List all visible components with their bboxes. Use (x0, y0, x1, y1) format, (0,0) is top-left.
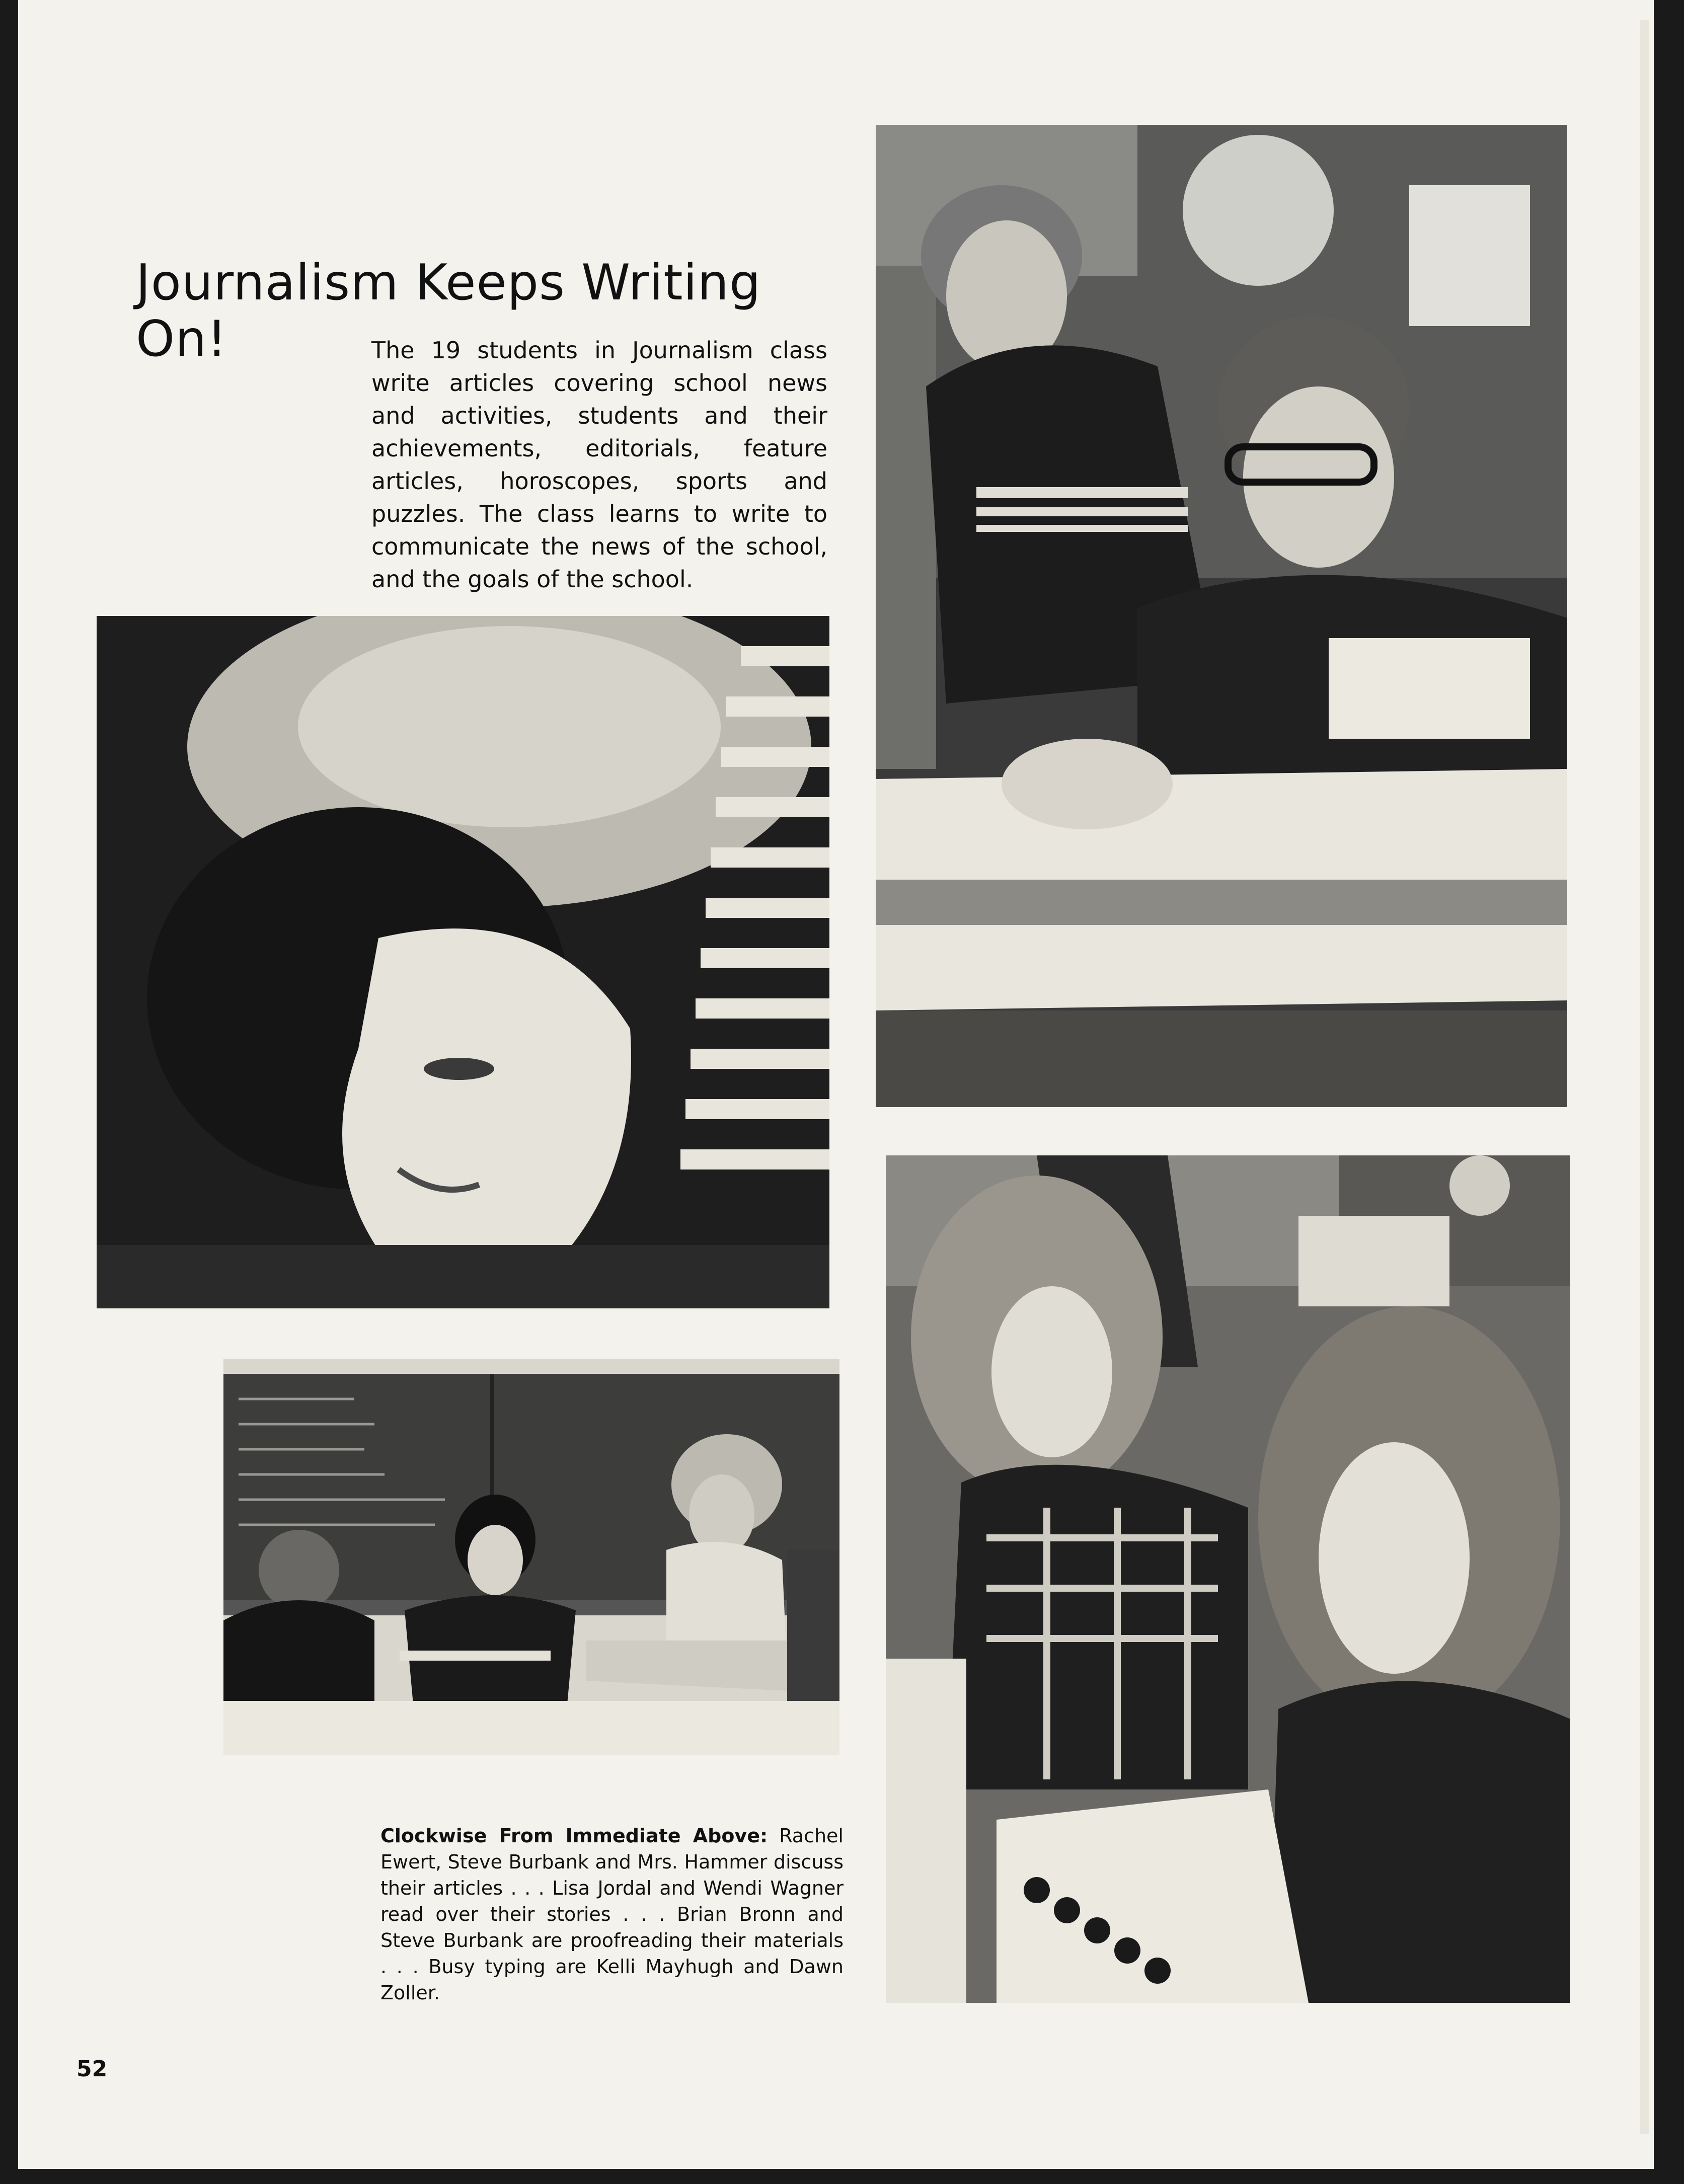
photo-classroom-discussion-image (223, 1359, 839, 1755)
photo-students-typing (886, 1155, 1570, 2003)
photo-proofreading-image (876, 125, 1567, 1107)
caption-body: Rachel Ewert, Steve Burbank and Mrs. Hammer discuss their articles . . . Lisa Jordal and Wendi Wagner read over their stories . . . Brian Bronn and Steve Burbank are proofreading their materials . . . Busy typing are Kelli Mayhugh and Dawn Zoller. (380, 1825, 844, 2004)
photo-student-reading-image (97, 616, 829, 1308)
photo-caption (380, 1823, 844, 2006)
article-intro: The 19 students in Journalism class write articles covering school news and activities, students and their achievements, editorials, feature articles, horoscopes, sports and puzzles. The class learns to write to communicate the news of the school, and the goals of the school. (371, 337, 827, 593)
photo-students-typing-image (886, 1155, 1570, 2003)
article-title: Journalism Keeps Writing On! (136, 254, 761, 368)
photo-classroom-discussion (223, 1359, 839, 1755)
photo-proofreading (876, 125, 1567, 1107)
page-number: 52 (76, 2056, 108, 2082)
caption-lead: Clockwise From Immediate Above: (380, 1825, 768, 1847)
photo-student-reading (97, 616, 829, 1308)
